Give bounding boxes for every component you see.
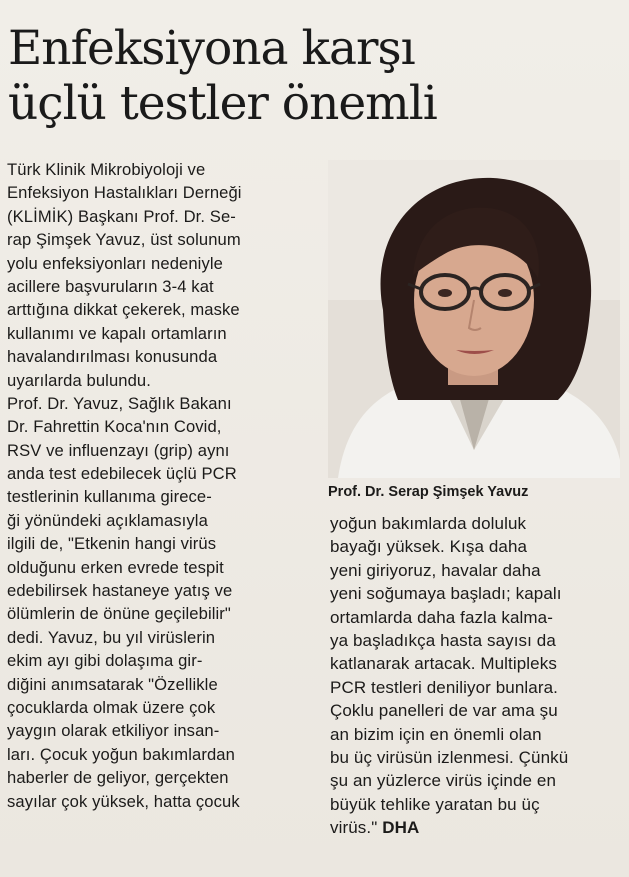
body-line: yeni giriyoruz, havalar daha	[330, 560, 541, 580]
source-credit: DHA	[382, 818, 420, 838]
body-line: haberler de geliyor, gerçekten	[7, 768, 229, 788]
body-line: anda test edebilecek üçlü PCR	[7, 464, 237, 484]
body-line: yeni soğumaya başladı; kapalı	[330, 584, 562, 604]
body-line: yoğun bakımlarda doluluk	[330, 514, 527, 533]
body-line: bayağı yüksek. Kışa daha	[330, 537, 528, 557]
body-line: uyarılarda bulundu.	[7, 370, 151, 390]
body-line: ya başladıkça hasta sayısı da	[330, 630, 556, 650]
body-line: havalandırılması konusunda	[7, 347, 218, 367]
headline	[8, 21, 620, 131]
body-line: Dr. Fahrettin Koca'nın Covid,	[7, 417, 222, 437]
body-line: testlerinin kullanıma girece-	[7, 487, 212, 507]
body-line-text: virüs."	[330, 818, 378, 838]
body-line: şu an yüzlerce virüs içinde en	[330, 771, 557, 791]
body-line-last	[330, 816, 622, 839]
body-line: ği yönündeki açıklamasıyla	[7, 510, 208, 530]
body-line: kullanımı ve kapalı ortamların	[7, 323, 227, 343]
body-line: an bizim için en önemli olan	[330, 724, 542, 744]
body-line: olduğunu erken evrede tespit	[7, 557, 224, 577]
photo-caption: Prof. Dr. Serap Şimşek Yavuz	[328, 484, 529, 500]
article-body-left-column	[7, 158, 322, 813]
body-line: Enfeksiyon Hastalıkları Derneği	[7, 183, 242, 203]
headline-line-1: Enfeksiyona karşı	[8, 21, 415, 77]
portrait-illustration	[328, 160, 620, 478]
body-line: dedi. Yavuz, bu yıl virüslerin	[7, 627, 216, 647]
body-line: büyük tehlike yaratan bu üç	[330, 794, 540, 814]
body-line: ortamlarda daha fazla kalma-	[330, 607, 553, 627]
body-line: Prof. Dr. Yavuz, Sağlık Bakanı	[7, 393, 232, 413]
body-line: ekim ayı gibi dolaşıma gir-	[7, 651, 203, 671]
body-line: yolu enfeksiyonları nedeniyle	[7, 253, 223, 273]
body-line: çocuklarda olmak üzere çok	[7, 697, 216, 717]
body-line: ilgili de, "Etkenin hangi virüs	[7, 534, 217, 554]
article-body-right-column	[330, 512, 622, 839]
body-line: (KLİMİK) Başkanı Prof. Dr. Se-	[7, 206, 236, 226]
headline-line-2: üçlü testler önemli	[8, 76, 437, 132]
body-line: ları. Çocuk yoğun bakımlardan	[7, 744, 235, 764]
body-line: ölümlerin de önüne geçilebilir"	[7, 604, 231, 624]
body-line: acillere başvuruların 3-4 kat	[7, 276, 214, 296]
body-line: diğini anımsatarak "Özellikle	[7, 674, 218, 694]
body-line: rap Şimşek Yavuz, üst solunum	[7, 230, 241, 250]
body-line: RSV ve influenzayı (grip) aynı	[7, 440, 230, 460]
portrait-photo	[328, 160, 620, 478]
body-line: edebilirsek hastaneye yatış ve	[7, 581, 233, 601]
body-line: PCR testleri deniliyor bunlara.	[330, 677, 558, 697]
body-line: bu üç virüsün izlenmesi. Çünkü	[330, 747, 569, 767]
body-line: Çoklu panelleri de var ama şu	[330, 701, 558, 721]
body-line: arttığına dikkat çekerek, maske	[7, 300, 240, 320]
body-line: katlanarak artacak. Multipleks	[330, 654, 557, 674]
body-line: Türk Klinik Mikrobiyoloji ve	[7, 160, 206, 179]
body-line: sayılar çok yüksek, hatta çocuk	[7, 791, 240, 811]
body-line: yaygın olarak etkiliyor insan-	[7, 721, 220, 741]
